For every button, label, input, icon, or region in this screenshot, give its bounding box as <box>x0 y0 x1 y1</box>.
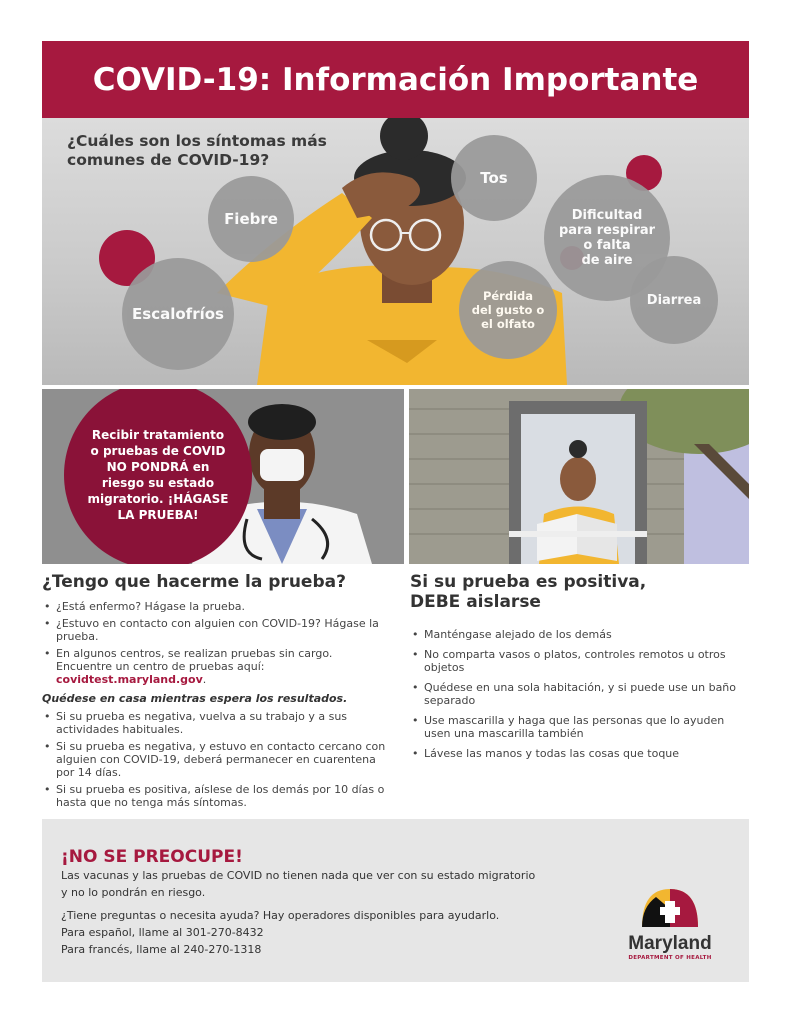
symptom-fiebre: Fiebre <box>208 176 294 262</box>
list-item: • Lávese las manos y todas las cosas que toque <box>410 747 740 760</box>
footer-box <box>42 819 749 982</box>
maryland-logo <box>615 885 725 965</box>
logo-subtitle: DEPARTMENT OF HEALTH <box>628 955 712 961</box>
stay-home-subhead: Quédese en casa mientras espera los resultados. <box>42 692 348 705</box>
list-item: • Use mascarilla y haga que las personas que lo ayuden usen una mascarilla también <box>410 714 740 740</box>
list-item: • Si su prueba es negativa, y estuvo en contacto cercano con alguien con COVID-19, deberá permanecer en cuarentena por 14 días. <box>42 740 387 779</box>
isolation-panel <box>409 389 749 564</box>
logo-wordmark: Maryland <box>628 933 712 954</box>
list-item: • Manténgase alejado de los demás <box>410 628 740 641</box>
footer-phone-spanish: Para español, llame al 301-270-8432 <box>61 926 264 939</box>
footer-heading: ¡NO SE PREOCUPE! <box>61 847 243 867</box>
footer-text-help: ¿Tiene preguntas o necesita ayuda? Hay operadores disponibles para ayudarlo. <box>61 909 500 922</box>
results-list <box>42 710 387 809</box>
symptom-dificultad: Dificultad para respirar o falta de aire <box>544 175 670 301</box>
isolation-section <box>410 572 740 767</box>
symptom-diarrea: Diarrea <box>630 256 718 344</box>
symptom-perdida: Pérdida del gusto o el olfato <box>459 261 557 359</box>
list-item: • ¿Está enfermo? Hágase la prueba. <box>42 600 387 613</box>
footer-phone-french: Para francés, llame al 240-270-1318 <box>61 943 262 956</box>
footer-text-vaccines: Las vacunas y las pruebas de COVID no tienen nada que ver con su estado migratorio y no lo pondrán en riesgo. <box>61 869 536 899</box>
treatment-message: Recibir tratamiento o pruebas de COVID NO PONDRÁ en riesgo su estado migratorio. ¡HÁGASE LA PRUEBA! <box>64 389 252 564</box>
isolation-heading: Si su prueba es positiva, DEBE aislarse <box>410 572 647 612</box>
testing-list <box>42 600 387 686</box>
testing-heading: ¿Tengo que hacerme la prueba? <box>42 572 346 592</box>
covidtest-link[interactable]: covidtest.maryland.gov <box>56 673 203 686</box>
symptoms-hero <box>42 118 749 385</box>
maryland-flag-icon <box>638 885 702 927</box>
symptom-escalofrios: Escalofríos <box>122 258 234 370</box>
doctor-panel <box>42 389 404 564</box>
list-item: • ¿Estuvo en contacto con alguien con COVID-19? Hágase la prueba. <box>42 617 387 643</box>
list-item: • En algunos centros, se realizan pruebas sin cargo. Encuentre un centro de pruebas aquí: covidtest.maryland.gov. <box>42 647 387 686</box>
list-item: • No comparta vasos o platos, controles remotos u otros objetos <box>410 648 740 674</box>
symptoms-question: ¿Cuáles son los síntomas más comunes de COVID-19? <box>67 132 327 169</box>
list-item: • Si su prueba es negativa, vuelva a su trabajo y a sus actividades habituales. <box>42 710 387 736</box>
list-item: • Quédese en una sola habitación, y si puede use un baño separado <box>410 681 740 707</box>
page-title: COVID-19: Información Importante <box>92 61 699 98</box>
page-header <box>42 41 749 118</box>
isolation-list <box>410 628 740 760</box>
window-illustration <box>409 389 749 564</box>
list-item: • Si su prueba es positiva, aíslese de los demás por 10 días o hasta que no tenga más síntomas. <box>42 783 387 809</box>
testing-section <box>42 572 387 813</box>
symptom-tos: Tos <box>451 135 537 221</box>
